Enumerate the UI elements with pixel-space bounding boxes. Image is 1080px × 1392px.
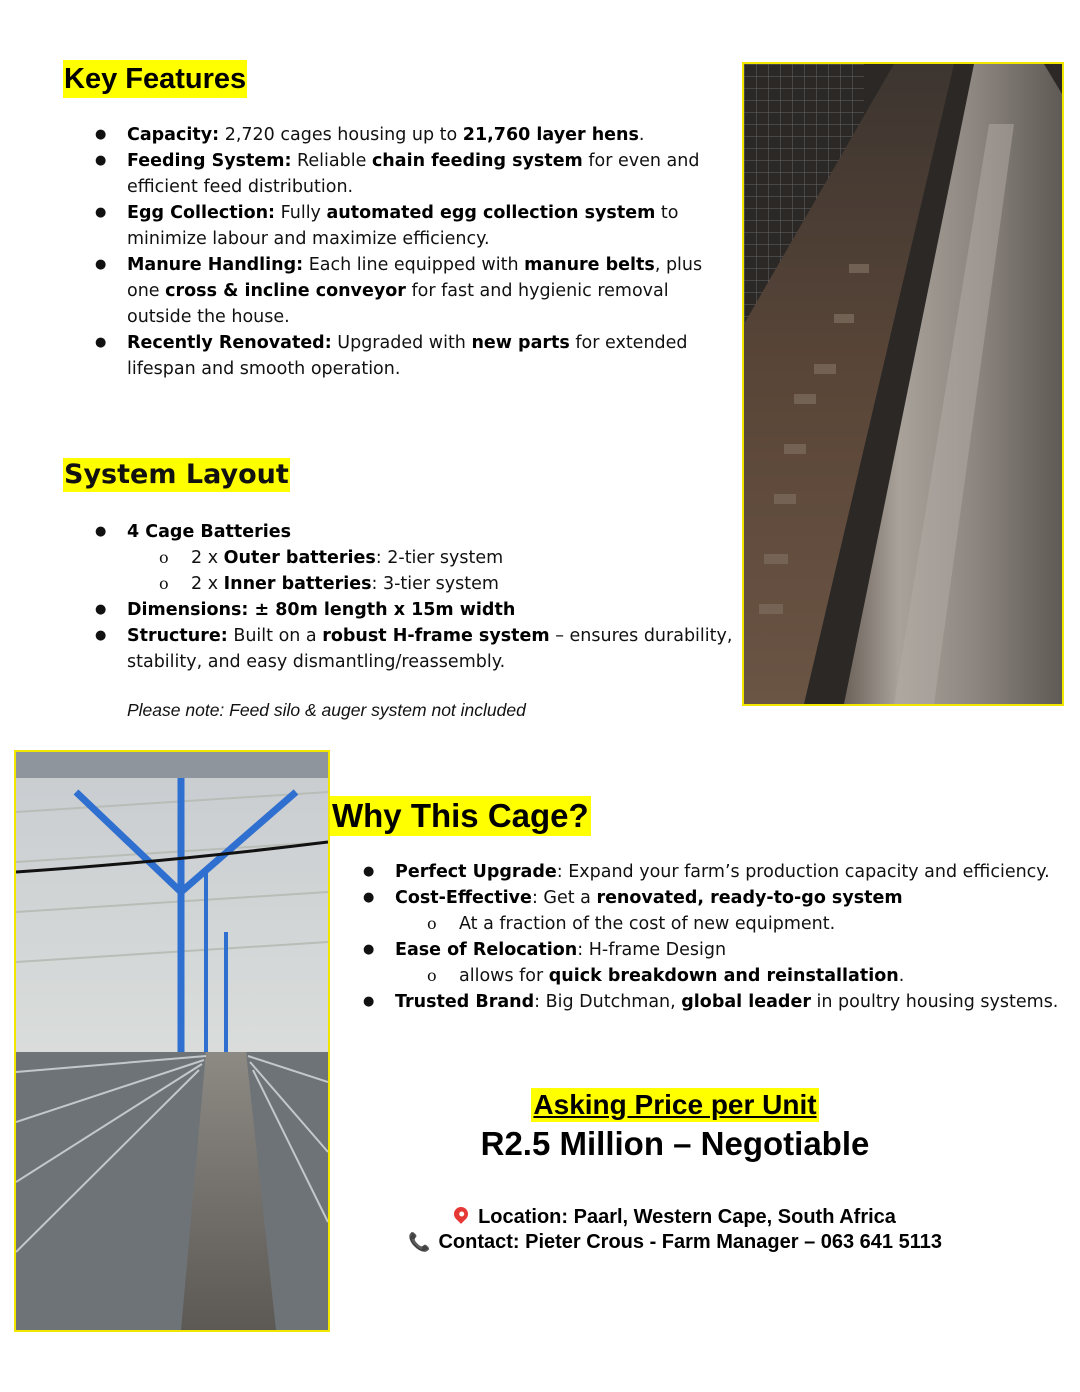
why-this-cage-heading: Why This Cage? — [332, 797, 589, 834]
list-item — [363, 989, 1063, 1015]
text-run: 4 Cage Batteries — [127, 522, 292, 542]
list-item-text — [395, 862, 1050, 882]
text-run: Reliable — [291, 151, 372, 171]
text-run: Outer batteries — [223, 548, 376, 568]
sub-list-item — [363, 911, 1063, 937]
text-run: Dimensions: ± 80m length x 15m width — [127, 600, 516, 620]
list-item-text — [127, 626, 732, 672]
text-run: for fast and hygienic removal outside the house. — [127, 281, 669, 327]
list-item-text — [127, 203, 678, 249]
text-run: : Get a — [531, 888, 597, 908]
text-run: manure belts — [524, 255, 655, 275]
bullet-icon: ● — [95, 257, 107, 272]
phone-icon: 📞 — [408, 1232, 431, 1252]
list-item — [95, 623, 735, 675]
text-run: Upgraded with — [331, 333, 472, 353]
system-layout-list — [95, 519, 735, 675]
sub-list-item — [95, 545, 735, 571]
list-item — [95, 330, 735, 382]
sub-list-item-text — [191, 574, 499, 594]
sub-list-item — [95, 571, 735, 597]
text-run: allows for — [459, 966, 549, 986]
text-run: Recently Renovated: — [127, 333, 332, 353]
list-item — [95, 122, 735, 148]
list-item — [95, 519, 735, 545]
text-run: renovated, ready-to-go system — [596, 888, 903, 908]
bullet-icon: ● — [95, 524, 107, 539]
list-item-text — [127, 125, 644, 145]
text-run: new parts — [471, 333, 570, 353]
text-run: At a fraction of the cost of new equipment. — [459, 914, 836, 934]
bullet-icon: ● — [363, 994, 375, 1009]
price-block — [340, 1088, 1010, 1164]
list-item-text — [127, 333, 688, 379]
text-run: Each line equipped with — [303, 255, 525, 275]
list-item-text — [127, 151, 699, 197]
text-run: in poultry housing systems. — [810, 992, 1059, 1012]
text-run: : 2-tier system — [375, 548, 504, 568]
text-run: chain feeding system — [371, 151, 583, 171]
bullet-icon: ● — [95, 628, 107, 643]
text-run: for even and efficient feed distribution. — [127, 151, 700, 197]
text-run: Manure Handling: — [127, 255, 304, 275]
bullet-icon: ● — [363, 890, 375, 905]
text-run: , plus one — [127, 255, 703, 301]
list-item — [95, 200, 735, 252]
trough-photo — [742, 62, 1064, 706]
text-run: Structure: — [127, 626, 228, 646]
text-run: Trusted Brand — [395, 992, 535, 1012]
bullet-icon: ● — [363, 942, 375, 957]
text-run: cross & incline conveyor — [165, 281, 406, 301]
text-run: . — [898, 966, 905, 986]
sub-bullet-icon: o — [427, 966, 437, 985]
list-item-text — [127, 600, 515, 620]
text-run: 2 x — [191, 574, 224, 594]
list-item-text — [395, 940, 726, 960]
note-text: Please note: Feed silo & auger system not included — [127, 700, 526, 720]
list-item-text — [395, 888, 903, 908]
text-run: for extended lifespan and smooth operation. — [127, 333, 688, 379]
text-run: Feeding System: — [127, 151, 292, 171]
list-item-text — [127, 255, 702, 327]
list-item — [95, 597, 735, 623]
why-this-cage-list — [363, 859, 1063, 1015]
bullet-icon: ● — [95, 127, 107, 142]
bullet-icon: ● — [95, 205, 107, 220]
sub-bullet-icon: o — [427, 914, 437, 933]
sub-list-item-text — [191, 548, 503, 568]
contact-line — [340, 1230, 1010, 1255]
sub-list-item-text — [459, 914, 835, 934]
list-item — [363, 859, 1063, 885]
key-features-heading: Key Features — [63, 60, 247, 98]
location-pin-icon — [451, 1204, 471, 1224]
text-run: Cost-Effective — [395, 888, 532, 908]
bullet-icon: ● — [363, 864, 375, 879]
text-run: Inner batteries — [223, 574, 372, 594]
list-item-text — [127, 522, 291, 542]
sub-list-item-text — [459, 966, 904, 986]
text-run: : H-frame Design — [577, 940, 727, 960]
contact-text: Contact: Pieter Crous - Farm Manager – 063 641 5113 — [438, 1231, 942, 1253]
text-run: robust H-frame system — [322, 626, 550, 646]
list-item-text — [395, 992, 1058, 1012]
text-run: quick breakdown and reinstallation — [548, 966, 899, 986]
list-item — [95, 252, 735, 330]
bullet-icon: ● — [95, 335, 107, 350]
text-run: : Big Dutchman, — [534, 992, 682, 1012]
text-run: Capacity: — [127, 125, 220, 145]
list-item — [363, 885, 1063, 911]
text-run: 2 x — [191, 548, 224, 568]
sub-bullet-icon: o — [159, 574, 169, 593]
text-run: : Expand your farm’s production capacity and efficiency. — [556, 862, 1050, 882]
location-line — [340, 1205, 1010, 1230]
system-layout-heading: System Layout — [64, 459, 289, 490]
text-run: : 3-tier system — [371, 574, 499, 594]
poultry-house-photo — [14, 750, 330, 1332]
list-item — [95, 148, 735, 200]
text-run: – ensures durability, stability, and easy dismantling/reassembly. — [127, 626, 733, 672]
text-run: Built on a — [227, 626, 323, 646]
bullet-icon: ● — [95, 153, 107, 168]
text-run: global leader — [681, 992, 811, 1012]
text-run: to minimize labour and maximize efficiency. — [127, 203, 679, 249]
location-text: Location: Paarl, Western Cape, South Africa — [478, 1206, 896, 1228]
text-run: . — [638, 125, 645, 145]
text-run: Ease of Relocation — [395, 940, 578, 960]
bullet-icon: ● — [95, 602, 107, 617]
sub-list-item — [363, 963, 1063, 989]
contact-block — [340, 1205, 1010, 1255]
text-run: 2,720 cages housing up to — [219, 125, 463, 145]
price-value: R2.5 Million – Negotiable — [480, 1125, 870, 1162]
text-run: automated egg collection system — [326, 203, 656, 223]
text-run: Egg Collection: — [127, 203, 276, 223]
key-features-list — [95, 122, 735, 382]
text-run: Fully — [275, 203, 327, 223]
list-item — [363, 937, 1063, 963]
text-run: Perfect Upgrade — [395, 862, 557, 882]
sub-bullet-icon: o — [159, 548, 169, 567]
price-label: Asking Price per Unit — [533, 1089, 817, 1120]
text-run: 21,760 layer hens — [462, 125, 639, 145]
